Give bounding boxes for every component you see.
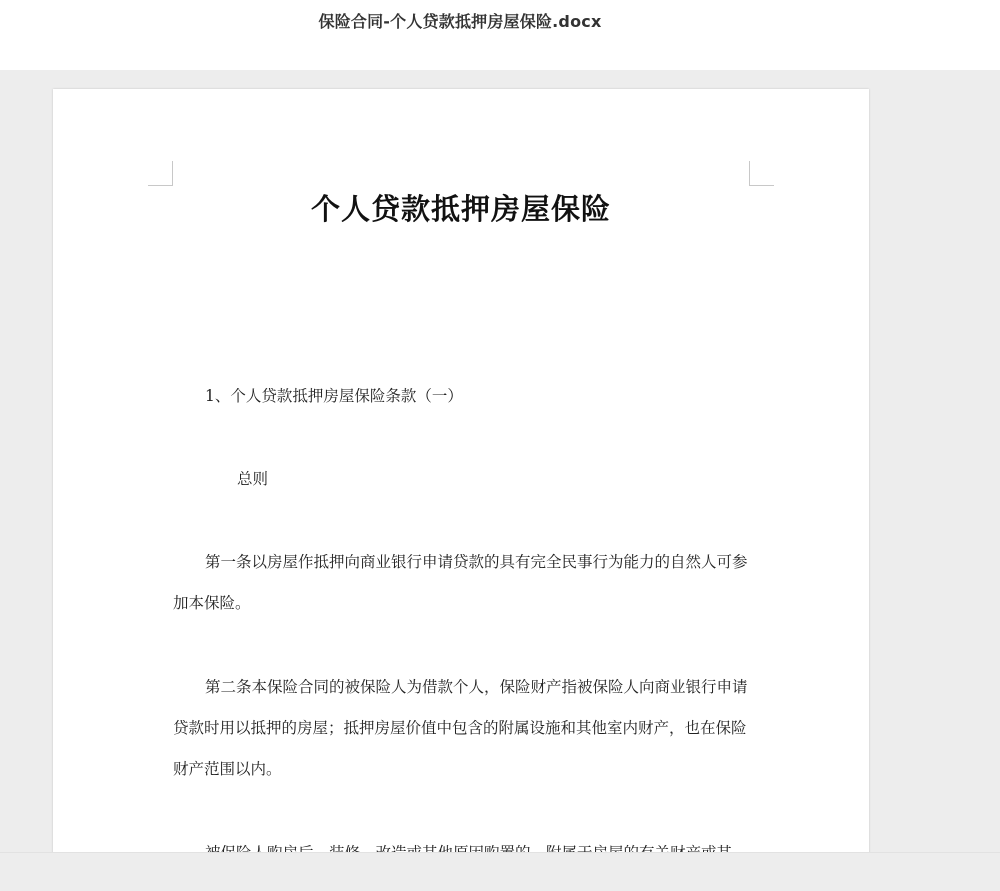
paragraph-article-2: 第二条本保险合同的被保险人为借款个人，保险财产指被保险人向商业银行申请贷款时用以抵押的房屋；抵押房屋价值中包含的附属设施和其他室内财产，也在保险财产范围以内。	[173, 678, 748, 778]
document-title: 个人贷款抵押房屋保险	[310, 192, 611, 226]
document-viewer[interactable]	[0, 70, 1000, 852]
paragraph-article-1: 第一条以房屋作抵押向商业银行申请贷款的具有完全民事行为能力的自然人可参加本保险。	[173, 553, 748, 612]
margin-corner-top-right	[749, 161, 774, 186]
margin-corner-top-left	[148, 161, 173, 186]
paragraph-section-general: 总则	[237, 470, 269, 488]
file-title: 保险合同-个人贷款抵押房屋保险.docx	[318, 12, 602, 31]
document-page	[53, 89, 869, 889]
bottom-bar	[0, 852, 1000, 891]
top-bar	[0, 0, 1000, 70]
paragraph-clause-heading: 1、个人贷款抵押房屋保险条款（一）	[205, 387, 463, 405]
